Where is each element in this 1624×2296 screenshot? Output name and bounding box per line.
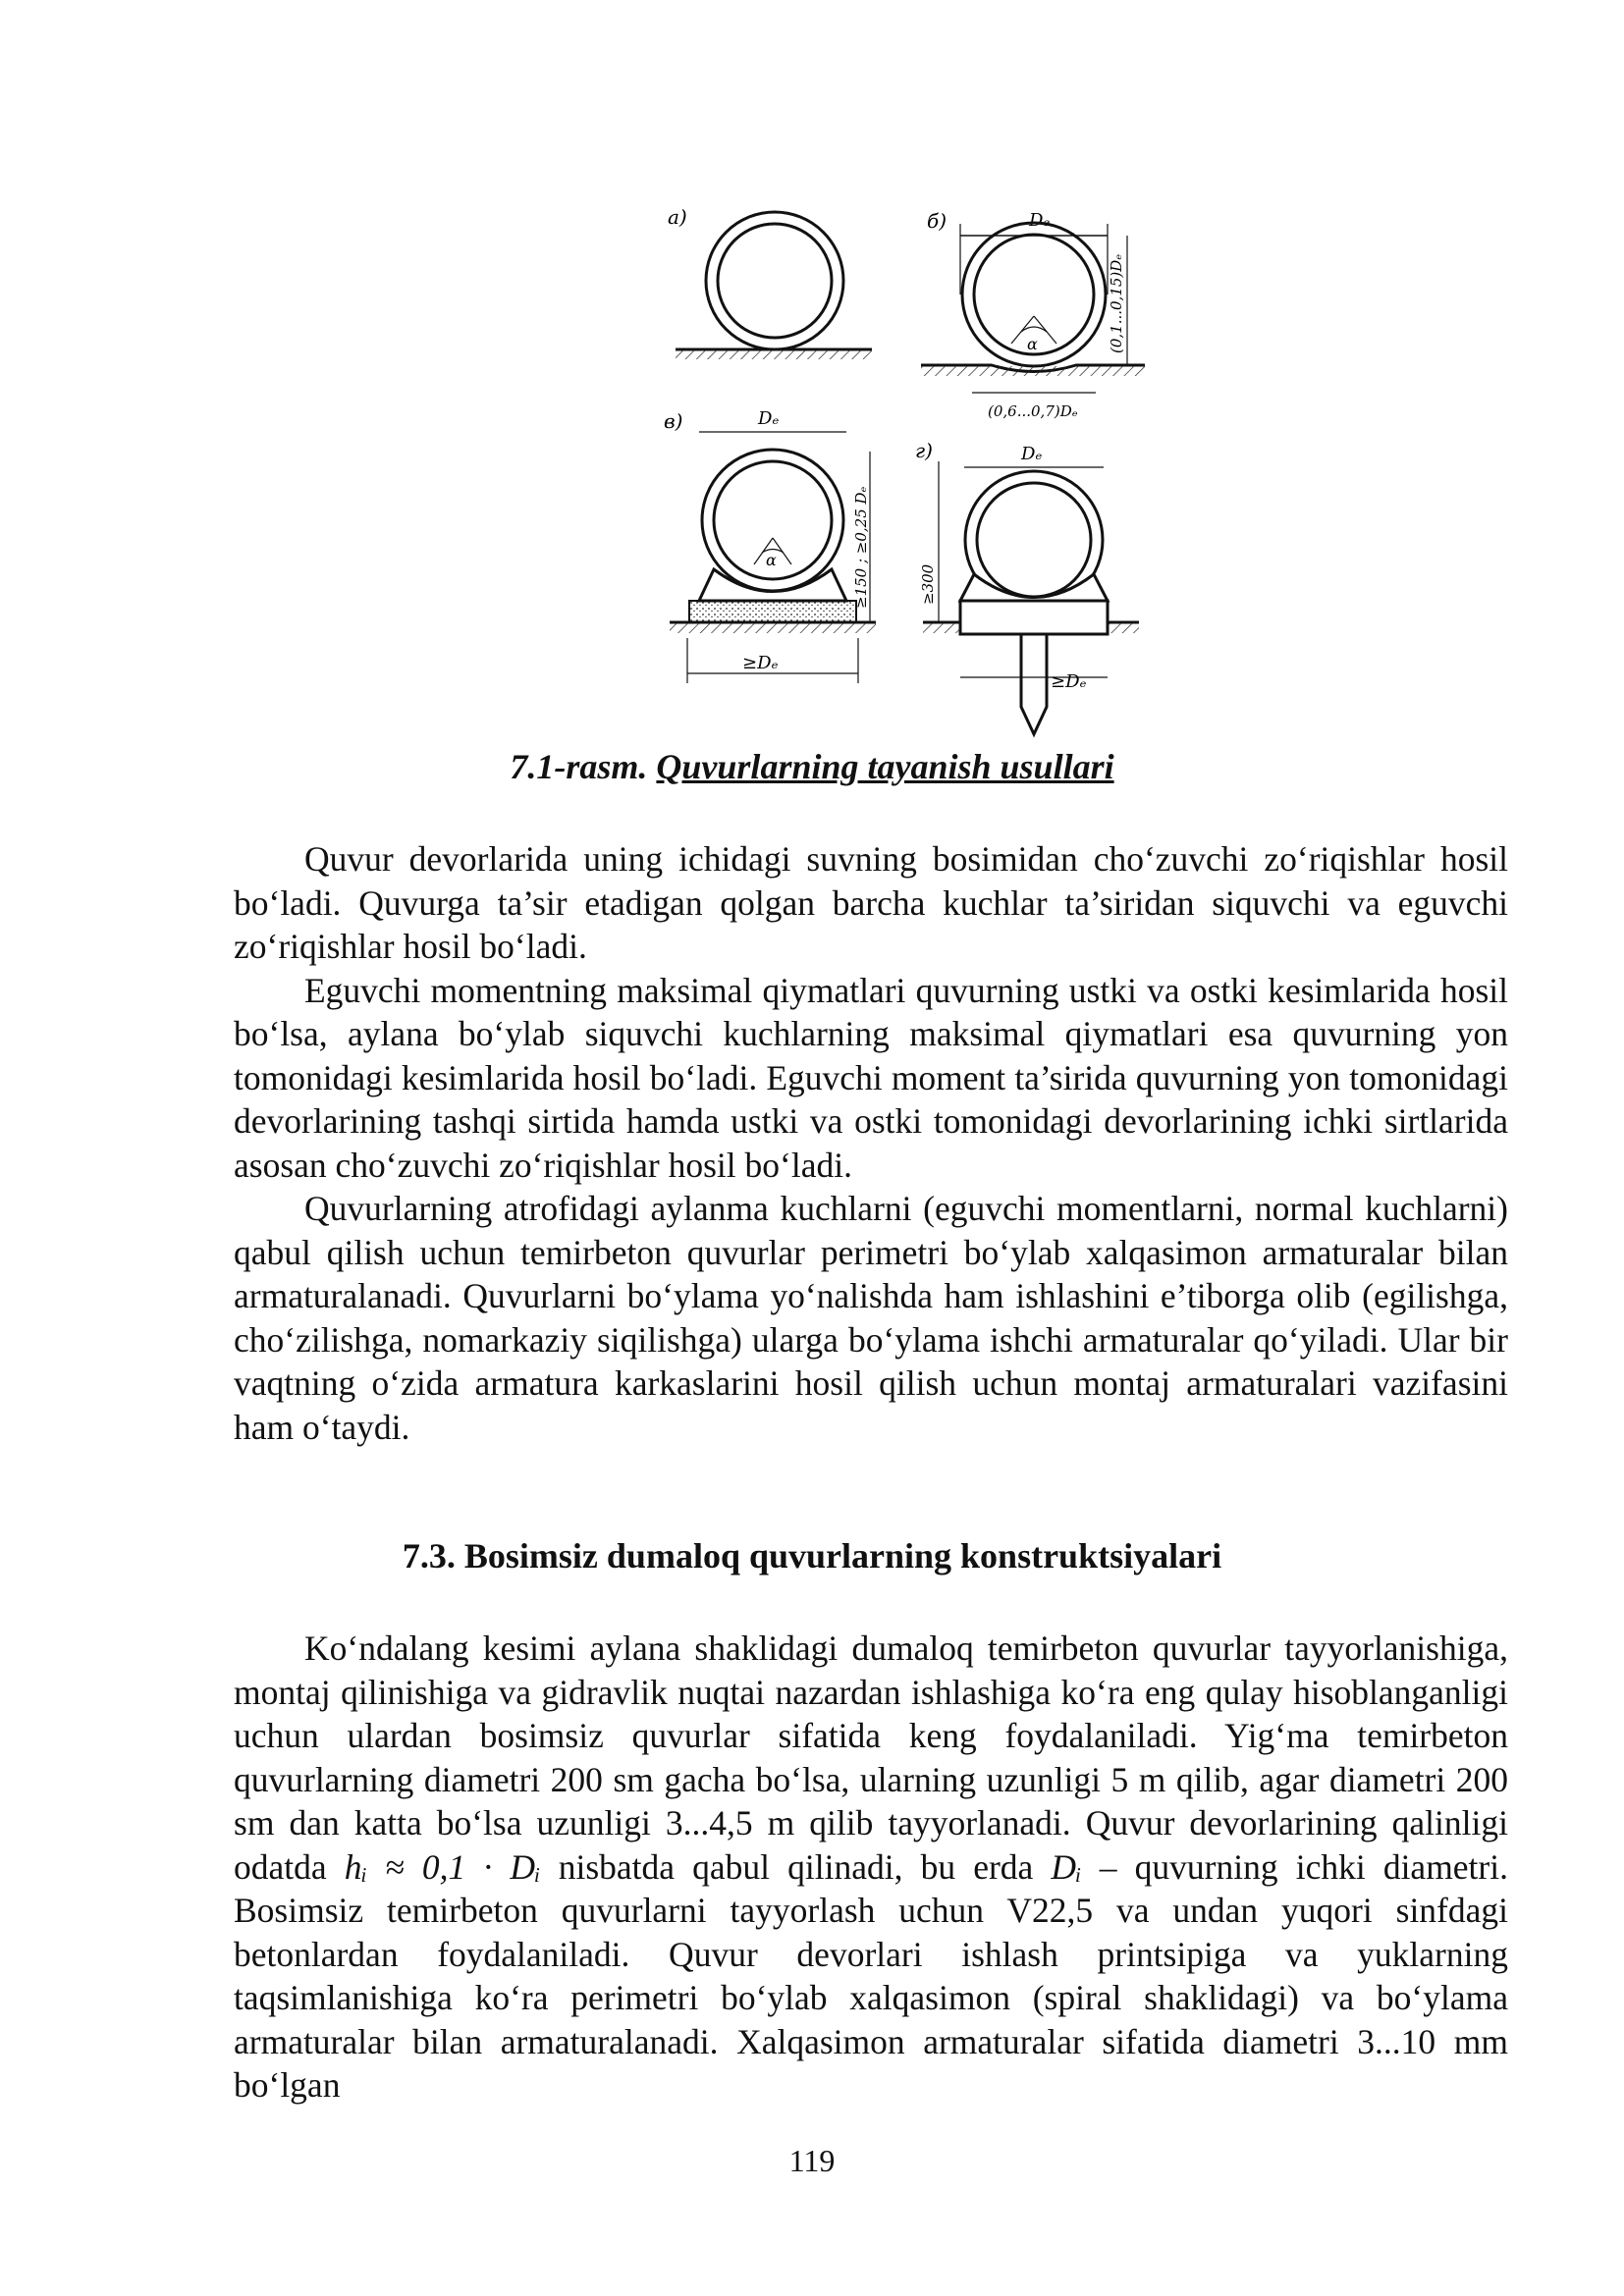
panel-d-label: г) bbox=[915, 439, 933, 462]
paragraph-text: Ko‘ndalang kesimi aylana shaklidagi dumaloq temirbeton quvurlar tayyorlanishiga, montaj qilinishiga va gidravlik nuqtai nazardan ishlashiga ko‘ra eng qulay hisoblanganligi uchun ulardan bosimsiz quvurlar sifatida keng foydalaniladi. Yig‘ma temirbeton quvurlarning diametri 200 sm gacha bo‘lsa, ularning uzunligi 5 m qilib, agar diametri 200 sm dan katta bo‘lsa uzunligi 3...4,5 m qilib tayyorlanadi. Quvur devorlarining qalinligi odatda bbox=[234, 1629, 1508, 1887]
paragraph: Quvur devorlarida uning ichidagi suvning bosimidan cho‘zuvchi zo‘riqishlar hosil bo‘ladi. Quvurga ta’sir etadigan qolgan barcha kuchlar ta’siridan siquvchi va eguvchi zo‘riqishlar hosil bo‘ladi. bbox=[234, 839, 1508, 966]
section-1-body bbox=[234, 837, 1508, 1449]
paragraph-text: – quvurning ichki diametri. Bosimsiz temirbeton quvurlarni tayyorlash uchun V22,5 va undan yuqori sinfdagi betonlardan foydalaniladi. Quvur devorlari ishlash printsipiga va yuklarning taqsimlanishiga ko‘ra perimetri bo‘ylab xalqasimon (spiral shaklidagi) va bo‘ylama armaturalar bilan armaturalanadi. Xalqasimon armaturalar sifatida diametri 3...10 mm bo‘lgan bbox=[234, 1846, 1508, 2105]
panel-c-alpha-label: α bbox=[766, 551, 777, 569]
panel-a-label: а) bbox=[668, 205, 687, 229]
paragraph-text: nisbatda qabul qilinadi, bu erda bbox=[540, 1846, 1052, 1887]
figure-caption-number: 7.1-rasm. bbox=[510, 747, 657, 786]
panel-b-label: б) bbox=[927, 209, 947, 233]
panel-d-width-label: ≥Dₑ bbox=[1051, 671, 1087, 692]
panel-b-width-label: (0,6...0,7)Dₑ bbox=[988, 402, 1078, 420]
panel-d-height-label: ≥300 bbox=[919, 563, 937, 605]
pipe-support-figure bbox=[628, 177, 1178, 756]
page-number: 119 bbox=[788, 2143, 836, 2178]
paragraph: Quvurlarning atrofidagi aylanma kuchlarni (eguvchi momentlarni, normal kuchlarni) qabul qilish uchun temirbeton quvurlar perimetri bo‘ylab xalqasimon armaturalar bilan armaturalanadi. Quvurlarni bo‘ylama yo‘nalishda ham ishlashini e’tiborga olib (egilishga, cho‘zilishga, nomarkaziy siqilishga) ularga bo‘ylama ishchi armaturalar qo‘yiladi. Ular bir vaqtning o‘zida armatura karkaslarini hosil qilish uchun montaj armaturalari vazifasini ham o‘taydi. bbox=[234, 1189, 1508, 1447]
panel-c-cradle-support bbox=[664, 408, 876, 683]
paragraph: Eguvchi momentning maksimal qiymatlari quvurning ustki va ostki kesimlarida hosil bo‘lsa, aylana bo‘ylab siquvchi kuchlarning maksimal qiymatlari esa quvurning yon tomonidagi kesimlarida hosil bo‘ladi. Eguvchi moment ta’sirida quvurning yon tomonidagi devorlarining tashqi sirtida hamda ustki va ostki tomonidagi devorlarining ichki sirtlarida asosan cho‘zuvchi zo‘riqishlar hosil bo‘ladi. bbox=[234, 970, 1508, 1185]
section-2-body bbox=[234, 1627, 1508, 2108]
figure-caption-title: Quvurlarning tayanish usullari bbox=[656, 747, 1114, 786]
inner-diameter-symbol: Dᵢ bbox=[1051, 1846, 1082, 1887]
panel-b-depth-label: (0,1...0,15)Dₑ bbox=[1108, 253, 1125, 353]
panel-d-diameter-label: Dₑ bbox=[1021, 444, 1043, 464]
paragraph bbox=[234, 1627, 1508, 2108]
panel-c-label: в) bbox=[664, 409, 683, 433]
panel-b-bedded-support bbox=[921, 209, 1145, 420]
thickness-formula: hᵢ ≈ 0,1 · Dᵢ bbox=[344, 1846, 541, 1887]
panel-c-diameter-label: Dₑ bbox=[758, 408, 780, 429]
panel-b-alpha-label: α bbox=[1027, 335, 1038, 353]
section-heading: 7.3. Bosimsiz dumaloq quvurlarning konstruktsiyalari bbox=[402, 1536, 1222, 1575]
panel-c-width-label: ≥Dₑ bbox=[742, 653, 779, 673]
panel-b-diameter-label: Dₑ bbox=[1029, 210, 1051, 231]
figure-caption bbox=[0, 746, 1624, 787]
panel-d-pile-support bbox=[915, 439, 1139, 734]
panel-c-height-label: ≥150 ; ≥0,25 Dₑ bbox=[852, 486, 870, 609]
panel-a-ground-support bbox=[668, 205, 872, 359]
